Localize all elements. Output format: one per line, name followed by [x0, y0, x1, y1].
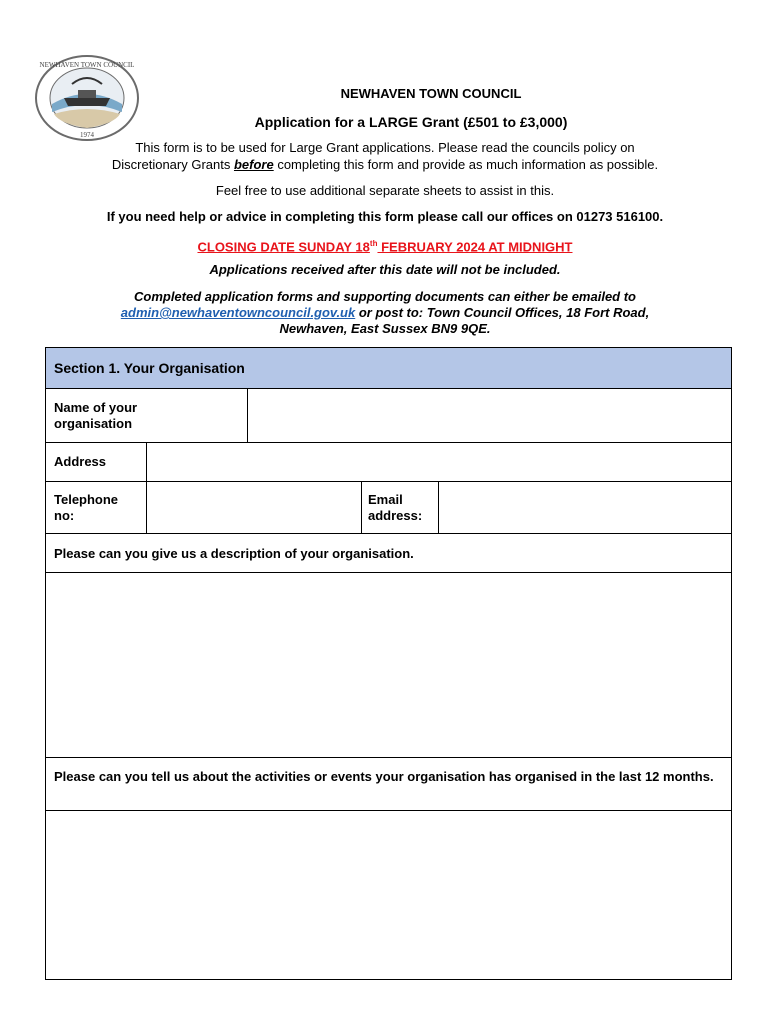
- activities-textarea[interactable]: [46, 811, 731, 979]
- submit-line-3: Newhaven, East Sussex BN9 9QE.: [279, 321, 491, 336]
- email-label-1: Email: [368, 492, 403, 507]
- form-title: Application for a LARGE Grant (£501 to £3,000): [254, 114, 568, 130]
- activities-prompt: Please can you tell us about the activities or events your organisation has organised in the last 12 months.: [54, 769, 714, 784]
- divider: [361, 481, 362, 533]
- org-name-label-1: Name of your: [54, 400, 138, 415]
- address-input[interactable]: [147, 443, 731, 481]
- closing-date: [0, 236, 770, 255]
- council-name: NEWHAVEN TOWN COUNCIL: [340, 86, 522, 101]
- help-note: If you need help or advice in completing this form please call our offices on 01273 516100.: [106, 209, 664, 224]
- submit-line-2: [0, 305, 770, 321]
- closing-text-a: CLOSING DATE SUNDAY 18: [197, 239, 370, 255]
- telephone-label-1: Telephone: [54, 492, 119, 507]
- divider: [46, 757, 731, 758]
- section1-header: Section 1. Your Organisation: [46, 348, 731, 388]
- intro-text-a: Discretionary Grants: [111, 157, 234, 172]
- email-label-2: address:: [368, 508, 423, 523]
- seal-year: 1974: [80, 131, 94, 139]
- org-name-label-2: organisation: [54, 416, 133, 431]
- email-link[interactable]: admin@newhaventowncouncil.gov.uk: [120, 305, 356, 320]
- section1-table: [45, 347, 732, 980]
- late-note: Applications received after this date will not be included.: [209, 262, 561, 277]
- description-textarea[interactable]: [46, 573, 731, 757]
- email-input[interactable]: [439, 482, 731, 533]
- closing-sup: th: [369, 239, 378, 248]
- telephone-label-2: no:: [54, 508, 75, 523]
- intro-line-2: [0, 157, 770, 173]
- email-label: [368, 492, 438, 524]
- address-label: Address: [54, 454, 107, 469]
- intro-before: before: [233, 157, 274, 172]
- sheets-note: Feel free to use additional separate sheets to assist in this.: [215, 183, 555, 198]
- org-name-input[interactable]: [248, 389, 731, 442]
- seal-text: NEWHAVEN TOWN COUNCIL: [39, 61, 135, 69]
- intro-line-1: This form is to be used for Large Grant applications. Please read the councils policy on: [135, 140, 635, 155]
- telephone-label: [54, 492, 144, 524]
- divider: [46, 533, 731, 534]
- intro-text-c: completing this form and provide as much information as possible.: [273, 157, 659, 172]
- org-name-label: [54, 400, 244, 432]
- submit-line-2-rest: or post to: Town Council Offices, 18 Fort Road,: [355, 305, 650, 320]
- submit-line-1: Completed application forms and supporting documents can either be emailed to: [133, 289, 636, 304]
- description-prompt: Please can you give us a description of your organisation.: [54, 546, 414, 561]
- telephone-input[interactable]: [147, 482, 360, 533]
- closing-text-b: FEBRUARY 2024 AT MIDNIGHT: [377, 239, 573, 255]
